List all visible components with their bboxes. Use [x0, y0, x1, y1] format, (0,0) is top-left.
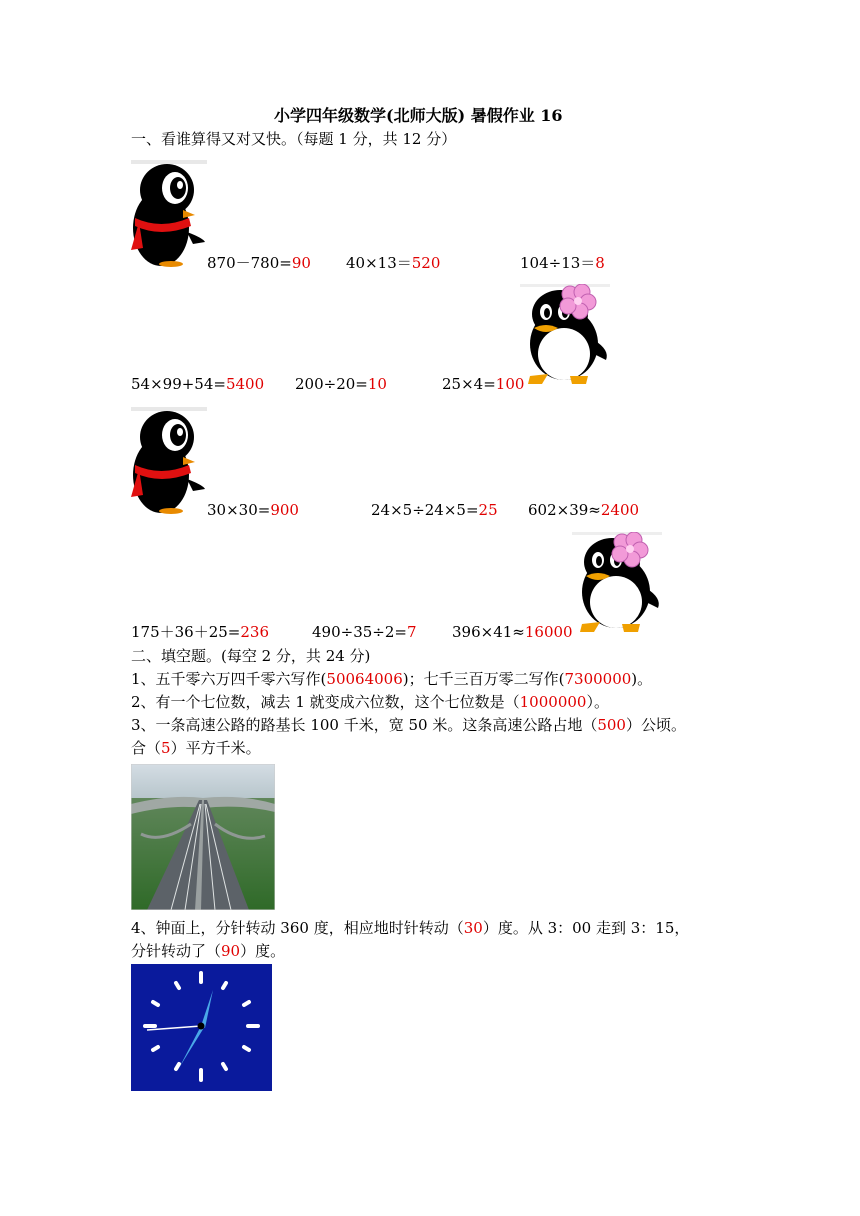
penguin-flower-icon — [572, 532, 662, 634]
problem-12: 396×41≈16000 — [452, 623, 573, 641]
problem-2: 40×13＝520 — [346, 254, 441, 272]
section1-heading: 一、看谁算得又对又快。（每题 1 分，共 12 分） — [131, 130, 457, 148]
fill-question-4-line2: 分针转动了（90）度。 — [131, 942, 286, 960]
problem-11: 490÷35÷2=7 — [312, 623, 417, 641]
clock-image — [131, 964, 272, 1091]
problem-4: 54×99+54=5400 — [131, 375, 265, 393]
fill-question-4-line1: 4、钟面上，分针转动 360 度，相应地时针转动（30）度。从 3：00 走到 3：15， — [131, 919, 690, 937]
problem-10: 175＋36＋25=236 — [131, 623, 270, 641]
penguin-scarf-icon — [131, 160, 207, 268]
problem-5: 200÷20=10 — [295, 375, 387, 393]
problem-3: 104÷13＝8 — [520, 254, 605, 272]
problem-7: 30×30=900 — [207, 501, 299, 519]
highway-photo — [131, 764, 275, 910]
penguin-scarf-icon — [131, 407, 207, 515]
page-title: 小学四年级数学(北师大版) 暑假作业 16 — [274, 106, 563, 125]
penguin-flower-icon — [520, 284, 610, 386]
problem-9: 602×39≈2400 — [528, 501, 640, 519]
problem-6: 25×4=100 — [442, 375, 525, 393]
fill-question-2: 2、有一个七位数，减去 1 就变成六位数，这个七位数是（1000000）。 — [131, 693, 609, 711]
section2-heading: 二、填空题。(每空 2 分，共 24 分) — [131, 647, 371, 665]
fill-question-1: 1、五千零六万四千零六写作(50064006)；七千三百万零二写作(7300000)。 — [131, 670, 653, 688]
fill-question-3-line1: 3、一条高速公路的路基长 100 千米，宽 50 米。这条高速公路占地（500）公顷。 — [131, 716, 686, 734]
fill-question-3-line2: 合（5）平方千米。 — [131, 739, 261, 757]
problem-8: 24×5÷24×5=25 — [371, 501, 498, 519]
problem-1: 870－780=90 — [207, 254, 311, 272]
